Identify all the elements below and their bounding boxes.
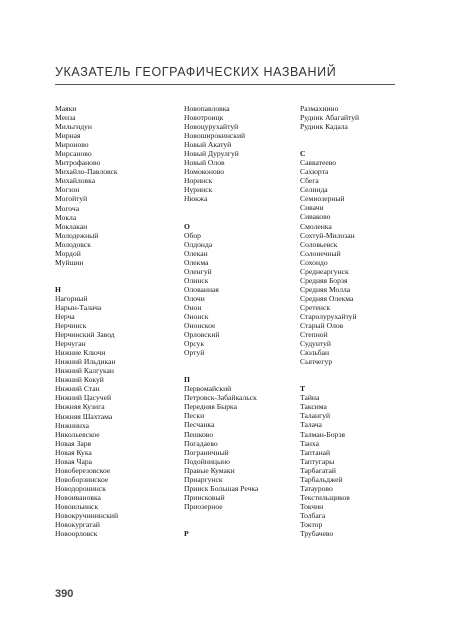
index-entry: Нижний Кокуй <box>55 375 104 385</box>
index-entry: Тарбагатай <box>300 465 336 475</box>
index-entry: Могойтуй <box>55 194 88 204</box>
index-entry: Талангуй <box>300 411 331 421</box>
index-entry: Менза <box>55 113 76 123</box>
index-entry: Сретенск <box>300 302 331 312</box>
index-entry: Молодежный <box>55 230 99 240</box>
index-entry: Нарын-Талача <box>55 302 102 312</box>
index-entry: Мильгидун <box>55 122 92 132</box>
index-entry: Среднеаргунск <box>300 266 349 276</box>
page-number: 390 <box>55 588 74 600</box>
index-entry: Михайловка <box>55 176 96 186</box>
index-entry: Пески <box>184 411 205 421</box>
index-entry: Маяки <box>55 104 77 113</box>
index-entry: Новотроицк <box>184 113 224 123</box>
section-letter: Т <box>300 384 306 394</box>
index-entry: Нерчинский Завод <box>55 330 115 340</box>
index-entry: Солонечный <box>300 248 341 258</box>
section-gap <box>184 511 258 529</box>
index-entry: Сивачи <box>300 203 324 213</box>
index-entry: Ононск <box>184 311 209 321</box>
section-letter: П <box>184 375 190 385</box>
index-entry: Нижний Ильдикан <box>55 357 116 367</box>
index-entry: Нерчинск <box>55 321 87 331</box>
index-entry: Нижний Стан <box>55 384 100 394</box>
index-entry: Олекма <box>184 257 209 267</box>
index-entry: Михайло-Павловск <box>55 167 118 177</box>
index-entry: Толбага <box>300 510 326 520</box>
index-entry: Мирсаново <box>55 149 92 159</box>
index-entry: Таптугары <box>300 456 335 466</box>
index-entry: Передняя Бырка <box>184 402 237 412</box>
index-entry: Новая Чара <box>55 456 93 466</box>
index-entry: Старый Олов <box>300 321 344 331</box>
index-entry: Новая Заря <box>55 438 91 448</box>
index-entry: Новокургатай <box>55 520 100 530</box>
section-gap <box>55 267 118 285</box>
index-entry: Рудник Кадала <box>300 122 348 132</box>
index-entry: Таптанай <box>300 447 331 457</box>
index-entry: Олочи <box>184 293 205 303</box>
section-letter: Р <box>184 528 189 538</box>
index-column-2 <box>184 104 258 538</box>
index-entry: Тарбальджей <box>300 474 343 484</box>
index-entry: Ортуй <box>184 348 205 358</box>
index-entry: Обор <box>184 230 201 240</box>
index-entry: Приозерное <box>184 501 223 511</box>
index-entry: Приаргунск <box>184 474 223 484</box>
index-entry: Моклакан <box>55 221 88 231</box>
index-entry: Савватеево <box>300 158 337 168</box>
index-entry: Олекан <box>184 248 208 258</box>
index-entry: Новый Акатуй <box>184 140 232 150</box>
index-entry: Митрофаново <box>55 158 101 168</box>
index-entry: Новоберезовское <box>55 465 111 475</box>
index-entry: Никольевское <box>55 429 100 439</box>
index-column-3 <box>300 104 359 538</box>
index-entry: Семиозерный <box>300 194 345 204</box>
index-entry: Норинск <box>184 176 213 186</box>
index-entry: Новая Кука <box>55 447 92 457</box>
index-entry: Олдонда <box>184 239 213 249</box>
index-entry: Танха <box>300 438 319 448</box>
index-entry: Селинда <box>300 185 328 195</box>
index-entry: Прииск Большая Речка <box>184 483 259 493</box>
index-entry: Новоорловск <box>55 529 98 539</box>
index-entry: Нижние Ключи <box>55 348 106 358</box>
index-entry: Могоча <box>55 203 80 213</box>
index-entry: Новый Дурулгуй <box>184 149 239 159</box>
index-entry: Новоборзинское <box>55 474 109 484</box>
index-entry: Рудник Абагайтуй <box>300 113 360 123</box>
section-letter: С <box>300 149 306 159</box>
index-entry: Оленгуй <box>184 266 212 276</box>
index-entry: Новоширокинский <box>184 131 246 141</box>
index-entry: Талача <box>300 420 322 430</box>
index-entry: Нижний Калгукан <box>55 366 114 376</box>
index-entry: Нуринск <box>184 185 213 195</box>
index-entry: Мокла <box>55 212 77 222</box>
index-entry: Олинск <box>184 275 209 285</box>
index-entry: Онон <box>184 302 202 312</box>
index-entry: Новоивановка <box>55 492 101 502</box>
section-letter: О <box>184 221 190 231</box>
section-letter: Н <box>55 284 61 294</box>
index-entry: Нюкжа <box>184 194 208 204</box>
index-entry: Новопавловка <box>184 104 230 113</box>
page-header-title: УКАЗАТЕЛЬ ГЕОГРАФИЧЕСКИХ НАЗВАНИЙ <box>55 65 337 79</box>
index-entry: Смоленка <box>300 221 332 231</box>
index-entry: Новоильинск <box>55 501 99 511</box>
index-entry: Нижняя Шахтама <box>55 411 113 421</box>
index-entry: Средняя Олекма <box>300 293 354 303</box>
index-entry: Сюльбан <box>300 348 330 358</box>
index-entry: Правые Кумаки <box>184 465 235 475</box>
index-entry: Соловьевск <box>300 239 338 249</box>
section-gap <box>184 204 258 222</box>
index-entry: Сахюрта <box>300 167 329 177</box>
index-entry: Орловский <box>184 330 220 340</box>
index-entry: Новодоронинск <box>55 483 106 493</box>
index-entry: Олованная <box>184 284 219 294</box>
index-entry: Токтор <box>300 519 323 529</box>
index-entry: Новый Олов <box>184 158 225 168</box>
index-entry: Мордой <box>55 248 81 258</box>
index-entry: Токчин <box>300 501 324 511</box>
index-entry: Сыпчегур <box>300 357 333 367</box>
index-entry: Орсук <box>184 339 205 349</box>
index-entry: Сбега <box>300 176 319 186</box>
index-entry: Пешково <box>184 429 214 439</box>
index-entry: Нижнинха <box>55 420 90 430</box>
index-entry: Средняя Молла <box>300 284 351 294</box>
index-entry: Подойницыно <box>184 456 230 466</box>
index-entry: Нерча <box>55 311 75 321</box>
index-entry: Ононское <box>184 321 216 331</box>
index-entry: Тайна <box>300 393 320 403</box>
section-gap <box>300 131 359 149</box>
index-entry: Сиваково <box>300 212 331 222</box>
index-entry: Муйшин <box>55 257 84 267</box>
index-entry: Номоконово <box>184 167 225 177</box>
section-gap <box>184 357 258 375</box>
index-entry: Нижняя Кузига <box>55 402 105 412</box>
index-entry: Мироново <box>55 140 89 150</box>
index-entry: Талман-Борзя <box>300 429 345 439</box>
index-entry: Молодовск <box>55 239 91 249</box>
header-divider <box>55 84 395 85</box>
index-entry: Татаурово <box>300 483 333 493</box>
index-column-1 <box>55 104 118 538</box>
index-entry: Нагорный <box>55 293 88 303</box>
index-entry: Сохондо <box>300 257 328 267</box>
index-entry: Петровск-Забайкальск <box>184 393 257 403</box>
index-entry: Новокручининский <box>55 511 119 521</box>
index-entry: Песчанка <box>184 420 215 430</box>
index-entry: Первомайский <box>184 384 232 394</box>
index-entry: Старолурухайтуй <box>300 311 357 321</box>
index-entry: Нижний Цасучей <box>55 393 112 403</box>
index-entry: Трубачево <box>300 529 334 539</box>
index-entry: Размахнино <box>300 104 339 113</box>
index-entry: Новоцурухайтуй <box>184 122 239 132</box>
index-entry: Приисковый <box>184 492 225 502</box>
index-entry: Мирная <box>55 131 81 141</box>
index-entry: Судунтуй <box>300 339 331 349</box>
index-entry: Таксима <box>300 402 327 412</box>
index-entry: Средняя Борзя <box>300 275 348 285</box>
section-gap <box>300 366 359 384</box>
index-entry: Сохтуй-Милозан <box>300 230 355 240</box>
index-entry: Текстильщиков <box>300 492 350 502</box>
index-entry: Степной <box>300 330 328 340</box>
index-entry: Погадаево <box>184 438 218 448</box>
index-entry: Могзон <box>55 185 80 195</box>
index-entry: Пограничный <box>184 447 229 457</box>
index-entry: Нерчуган <box>55 339 86 349</box>
